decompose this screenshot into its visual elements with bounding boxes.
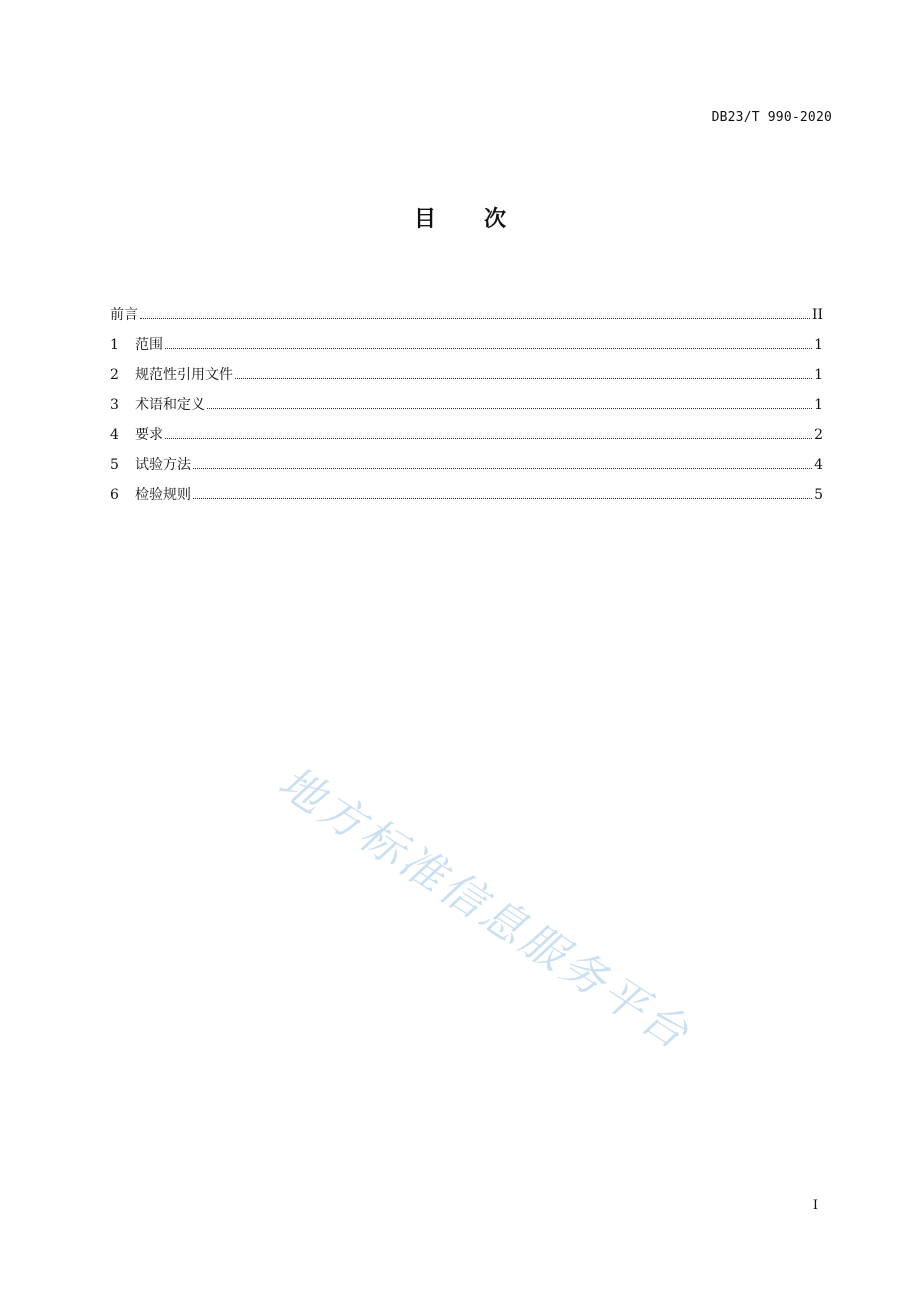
toc-item-label: 规范性引用文件 [135,367,233,383]
toc-item-page: 2 [814,427,823,443]
toc-item-label: 要求 [135,427,163,443]
dot-leader [193,497,812,499]
toc-item-requirements[interactable] [110,424,823,454]
dot-leader [235,377,812,379]
toc-item-page: 4 [814,457,823,473]
toc-item-label: 范围 [135,337,163,353]
toc-item-test-methods[interactable] [110,454,823,484]
toc-item-scope[interactable] [110,334,823,364]
toc-item-terms-definitions[interactable] [110,394,823,424]
toc-item-number: 2 [110,367,119,383]
toc-item-inspection-rules[interactable] [110,484,823,514]
dot-leader [207,407,812,409]
toc-item-number: 5 [110,457,119,473]
title-char-2: 次 [484,207,507,232]
toc-item-page: 1 [814,397,823,413]
title-char-1: 目 [413,207,436,232]
toc-item-normative-references[interactable] [110,364,823,394]
toc-item-number: 6 [110,487,119,503]
toc-item-number: 1 [110,337,119,353]
toc-item-page: 5 [814,487,823,503]
dot-leader [165,347,812,349]
table-of-contents [110,304,823,514]
toc-item-number: 4 [110,427,119,443]
toc-item-label: 前言 [110,307,138,323]
toc-item-label: 术语和定义 [135,397,205,413]
toc-item-page: 1 [814,337,823,353]
toc-item-label: 试验方法 [135,457,191,473]
toc-item-foreword[interactable] [110,304,823,334]
watermark-text: 地方标准信息服务平台 [269,756,700,1061]
toc-item-page: II [811,307,823,323]
toc-item-page: 1 [814,367,823,383]
page-title [0,202,920,233]
document-code: DB23/T 990-2020 [711,110,832,125]
dot-leader [165,437,812,439]
dot-leader [140,317,810,319]
page-number: I [812,1198,818,1213]
toc-item-label: 检验规则 [135,487,191,503]
dot-leader [193,467,812,469]
toc-item-number: 3 [110,397,119,413]
